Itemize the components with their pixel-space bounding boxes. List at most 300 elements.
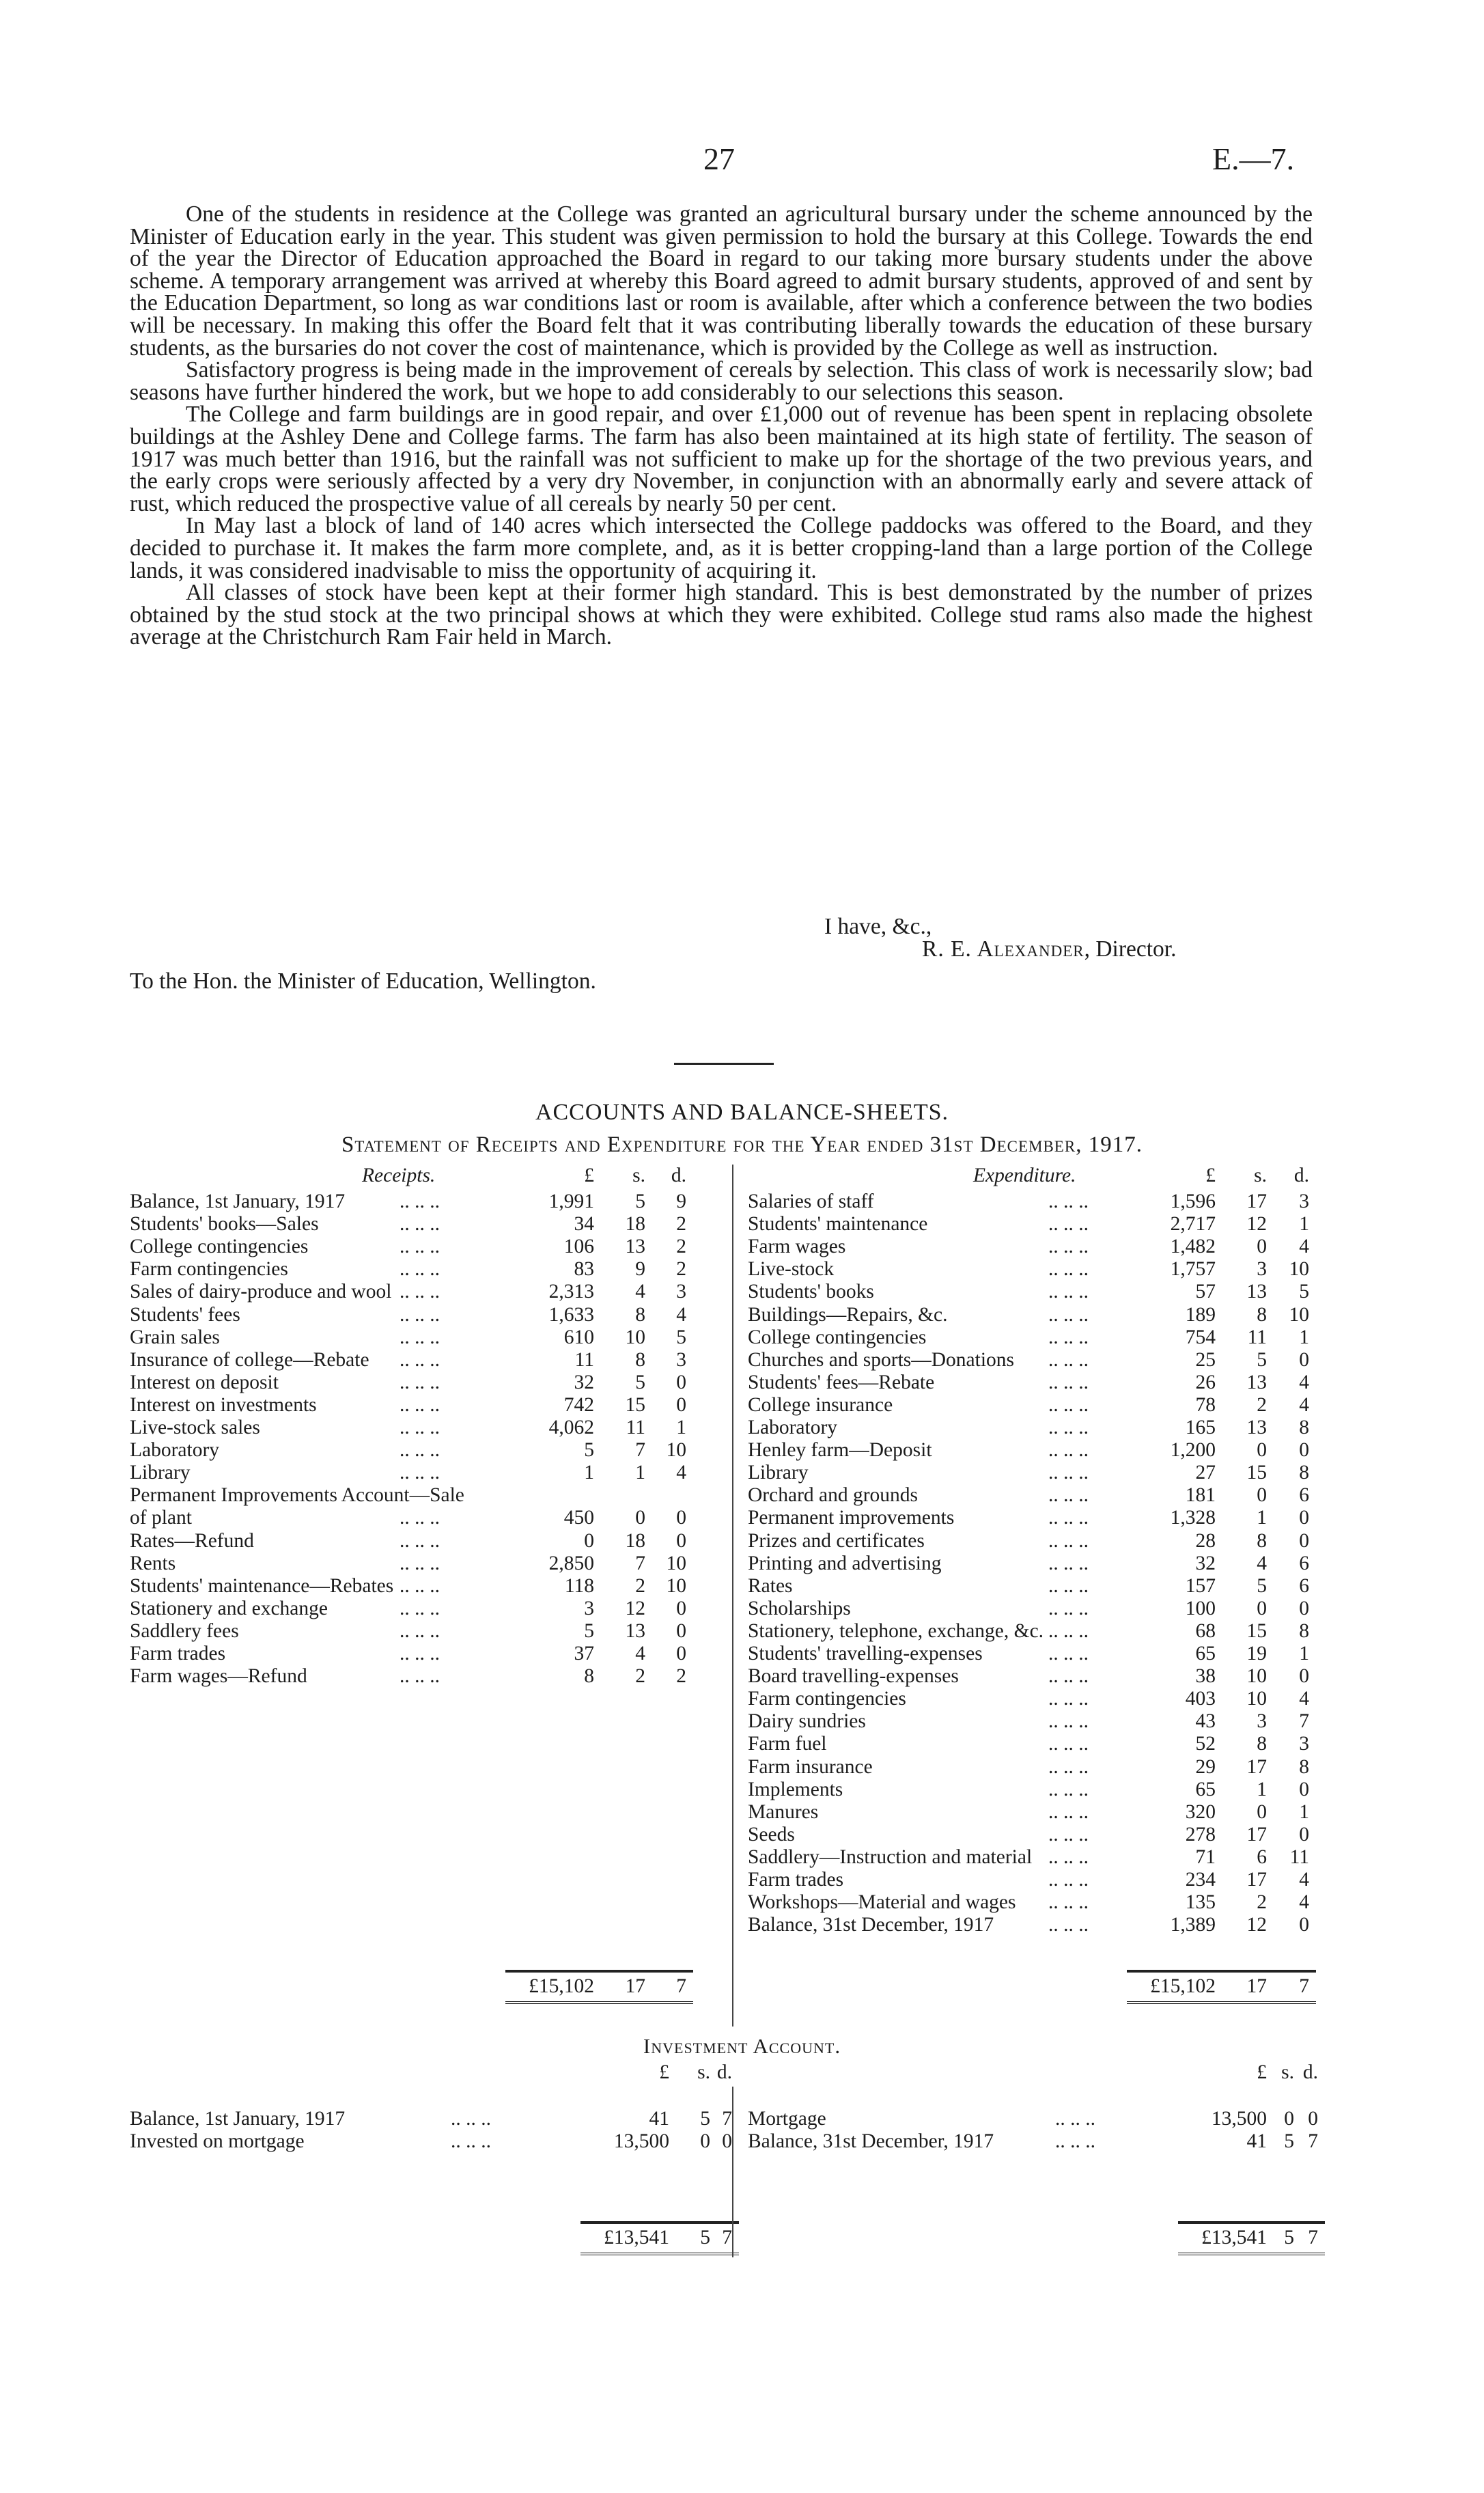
leader-dots: .. .. ..	[400, 1597, 440, 1619]
pounds-value: 278	[1185, 1823, 1216, 1846]
receipt-row	[130, 1371, 731, 1394]
expenditure-row-label: Farm insurance	[748, 1755, 873, 1778]
pence-value: 9	[676, 1190, 686, 1212]
leader-dots: .. .. ..	[400, 1552, 440, 1574]
pence-value: 6	[1299, 1552, 1309, 1574]
pounds-value: 2,313	[548, 1281, 594, 1303]
leader-dots: .. .. ..	[1048, 1800, 1089, 1823]
leader-dots: .. .. ..	[1048, 1619, 1089, 1642]
receipt-row-label: Farm wages—Refund	[130, 1665, 307, 1688]
pounds-value: 5	[584, 1439, 594, 1462]
receipt-row-label: College contingencies	[130, 1236, 309, 1258]
pence-value: 5	[676, 1326, 686, 1348]
expenditure-row-label: Henley farm—Deposit	[748, 1439, 932, 1462]
receipt-row	[130, 1507, 731, 1529]
investment-credit-row	[748, 2108, 1335, 2130]
pounds-header: £	[584, 1165, 594, 1186]
expenditure-row	[748, 1575, 1335, 1598]
pence-value: 10	[666, 1552, 686, 1574]
total-pence: 7	[1299, 1975, 1309, 1997]
receipt-row	[130, 1281, 731, 1303]
leader-dots: .. .. ..	[1048, 1484, 1089, 1507]
column-heading: Expenditure.	[973, 1165, 1076, 1186]
pounds-value: 8	[584, 1665, 594, 1688]
leader-dots: .. .. ..	[1048, 1393, 1089, 1416]
shillings-value: 5	[700, 2108, 710, 2130]
pence-value: 7	[722, 2108, 732, 2130]
accounts-heading: ACCOUNTS AND BALANCE-SHEETS.	[535, 1100, 949, 1125]
receipt-row-label: Sales of dairy-produce and wool	[130, 1281, 392, 1303]
expenditure-row-label: Students' maintenance	[748, 1213, 928, 1236]
pence-value: 0	[1299, 1348, 1309, 1371]
pence-value: 0	[676, 1529, 686, 1552]
pence-value: 0	[676, 1393, 686, 1416]
shillings-value: 3	[1257, 1258, 1267, 1281]
pounds-value: 43	[1195, 1710, 1216, 1733]
receipt-row	[130, 1530, 731, 1552]
pence-value: 4	[1299, 1371, 1309, 1393]
expenditure-row	[748, 1281, 1335, 1303]
expenditure-row	[748, 1801, 1335, 1824]
expenditure-row-label: Students' travelling-expenses	[748, 1643, 983, 1665]
expenditure-row	[748, 1439, 1335, 1462]
leader-dots: .. .. ..	[1048, 1529, 1089, 1552]
pence-value: 2	[676, 1236, 686, 1258]
shillings-value: 10	[1246, 1688, 1267, 1710]
expenditure-row	[748, 1665, 1335, 1688]
receipt-row-label: Rents	[130, 1552, 176, 1574]
shillings-value: 5	[635, 1190, 645, 1212]
expenditure-row-label: Orchard and grounds	[748, 1484, 919, 1507]
shillings-value: 12	[1246, 1213, 1267, 1236]
total-double-rule	[580, 2253, 739, 2255]
pounds-value: 1,596	[1170, 1190, 1216, 1212]
expenditure-row-label: College contingencies	[748, 1326, 927, 1348]
shillings-value: 5	[635, 1371, 645, 1393]
pounds-value: 32	[574, 1371, 594, 1393]
shillings-value: 3	[1257, 1710, 1267, 1733]
shillings-value: 0	[1284, 2108, 1294, 2130]
shillings-value: 15	[625, 1393, 645, 1416]
pounds-value: 4,062	[548, 1417, 594, 1438]
pounds-value: 32	[1195, 1552, 1216, 1574]
expenditure-row-label: Implements	[748, 1778, 843, 1800]
pence-value: 11	[1289, 1846, 1309, 1868]
pence-value: 0	[722, 2130, 732, 2153]
leader-dots: .. .. ..	[1048, 1303, 1089, 1326]
pence-value: 4	[1299, 1869, 1309, 1891]
column-divider	[732, 1165, 733, 2027]
expenditure-row	[748, 1710, 1335, 1733]
pounds-value: 0	[584, 1529, 594, 1552]
expenditure-row	[748, 1213, 1335, 1236]
expenditure-row	[748, 1371, 1335, 1394]
receipt-row	[130, 1552, 731, 1575]
leader-dots: .. .. ..	[1048, 1417, 1089, 1438]
expenditure-row	[748, 1779, 1335, 1801]
expenditure-row	[748, 1891, 1335, 1914]
report-body	[130, 201, 1313, 650]
expenditure-row	[748, 1304, 1335, 1326]
receipt-row	[130, 1190, 731, 1213]
shillings-value: 13	[625, 1236, 645, 1258]
pounds-value: 1,328	[1170, 1507, 1216, 1529]
pence-value: 8	[1299, 1619, 1309, 1642]
shillings-value: 1	[1257, 1778, 1267, 1800]
pounds-value: 25	[1195, 1348, 1216, 1371]
expenditure-row-label: Library	[748, 1462, 809, 1484]
leader-dots: .. .. ..	[1048, 1326, 1089, 1348]
expenditure-row	[748, 1236, 1335, 1258]
receipt-row	[130, 1258, 731, 1281]
pence-header: d.	[1293, 1165, 1309, 1186]
receipt-row-label: Library	[130, 1462, 191, 1484]
pounds-value: 181	[1185, 1484, 1216, 1507]
pence-value: 4	[1299, 1393, 1309, 1416]
leader-dots: .. .. ..	[1048, 1371, 1089, 1393]
shillings-value: 1	[1257, 1507, 1267, 1529]
pence-value: 0	[1299, 1778, 1309, 1800]
shillings-value: 0	[1257, 1484, 1267, 1507]
shillings-value: 10	[625, 1326, 645, 1348]
shillings-value: 2	[1257, 1891, 1267, 1914]
pounds-value: 13,500	[1211, 2108, 1267, 2130]
expenditure-row	[748, 1530, 1335, 1552]
pence-value: 0	[1299, 1914, 1309, 1936]
expenditure-row-label: Board travelling-expenses	[748, 1665, 959, 1688]
leader-dots: .. .. ..	[400, 1619, 440, 1642]
pounds-value: 57	[1195, 1281, 1216, 1303]
expenditure-row	[748, 1869, 1335, 1891]
expenditure-row-label: Saddlery—Instruction and material	[748, 1846, 1033, 1868]
expenditure-row	[748, 1507, 1335, 1529]
shillings-value: 8	[635, 1348, 645, 1371]
shillings-value: 18	[625, 1529, 645, 1552]
receipt-row	[130, 1439, 731, 1462]
leader-dots: .. .. ..	[1048, 1710, 1089, 1733]
section-divider	[674, 1063, 774, 1065]
expenditure-row	[748, 1484, 1335, 1507]
leader-dots: .. .. ..	[400, 1643, 440, 1665]
pence-value: 2	[676, 1258, 686, 1281]
leader-dots: .. .. ..	[400, 1393, 440, 1416]
expenditure-row-label: Rates	[748, 1574, 793, 1597]
total-rule	[1178, 2221, 1325, 2224]
pence-value: 8	[1299, 1417, 1309, 1438]
receipt-row-label: Stationery and exchange	[130, 1597, 328, 1619]
receipts-column	[130, 1165, 731, 2025]
expenditure-row-label: Buildings—Repairs, &c.	[748, 1303, 948, 1326]
statement-title: Statement of Receipts and Expenditure for the Year ended 31st December, 1917.	[341, 1132, 1143, 1157]
leader-dots: .. .. ..	[1048, 1823, 1089, 1846]
shillings-value: 8	[1257, 1733, 1267, 1755]
pence-value: 4	[676, 1303, 686, 1326]
pence-value: 6	[1299, 1484, 1309, 1507]
shillings-value: 2	[635, 1665, 645, 1688]
leader-dots: .. .. ..	[1048, 1688, 1089, 1710]
page-number: 27	[703, 141, 735, 176]
pounds-value: 65	[1195, 1643, 1216, 1665]
expenditure-row	[748, 1598, 1335, 1620]
leader-dots: .. .. ..	[1055, 2108, 1095, 2130]
leader-dots: .. .. ..	[1048, 1462, 1089, 1484]
pounds-value: 100	[1185, 1597, 1216, 1619]
receipt-row-label: Insurance of college—Rebate	[130, 1348, 369, 1371]
expenditure-row-label: Balance, 31st December, 1917	[748, 1914, 994, 1936]
investment-debit-row	[130, 2130, 731, 2153]
pounds-value: 1,633	[548, 1303, 594, 1326]
leader-dots: .. .. ..	[400, 1574, 440, 1597]
expenditure-row	[748, 1643, 1335, 1665]
shillings-value: 4	[1257, 1552, 1267, 1574]
shillings-value: 12	[1246, 1914, 1267, 1936]
expenditure-row	[748, 1326, 1335, 1349]
pence-value: 1	[676, 1417, 686, 1438]
total-double-rule	[1178, 2253, 1325, 2255]
shillings-header: s.	[632, 1165, 645, 1186]
expenditure-row-label: Manures	[748, 1800, 819, 1823]
pence-value: 0	[1299, 1823, 1309, 1846]
expenditure-row	[748, 1846, 1335, 1869]
signatory-title: , Director.	[1084, 936, 1177, 962]
pounds-value: 320	[1185, 1800, 1216, 1823]
shillings-value: 17	[1246, 1869, 1267, 1891]
pence-value: 1	[1299, 1213, 1309, 1236]
leader-dots: .. .. ..	[400, 1529, 440, 1552]
shillings-value: 12	[625, 1597, 645, 1619]
expenditure-row-label: Farm fuel	[748, 1733, 827, 1755]
pounds-value: 610	[563, 1326, 594, 1348]
receipt-row	[130, 1394, 731, 1417]
expenditure-row-label: Farm contingencies	[748, 1688, 906, 1710]
pence-value: 0	[1299, 1529, 1309, 1552]
receipt-row-label: Students' fees	[130, 1303, 240, 1326]
investment-credit-row	[748, 2130, 1335, 2153]
pence-value: 7	[1308, 2130, 1318, 2153]
expenditure-row	[748, 1914, 1335, 1936]
receipt-row	[130, 1575, 731, 1598]
pounds-value: 13,500	[613, 2130, 669, 2153]
pence-value: 10	[1289, 1258, 1309, 1281]
pounds-value: 450	[563, 1507, 594, 1529]
pounds-value: 5	[584, 1619, 594, 1642]
expenditure-row	[748, 1349, 1335, 1371]
shillings-value: 0	[635, 1507, 645, 1529]
pounds-value: 2,717	[1170, 1213, 1216, 1236]
pounds-value: 34	[574, 1213, 594, 1236]
leader-dots: .. .. ..	[400, 1417, 440, 1438]
investment-credit-row-label: Balance, 31st December, 1917	[748, 2130, 994, 2153]
shillings-value: 7	[635, 1439, 645, 1462]
shillings-value: 0	[700, 2130, 710, 2153]
shillings-value: 8	[635, 1303, 645, 1326]
pounds-value: 1,991	[548, 1190, 594, 1212]
pence-value: 4	[1299, 1891, 1309, 1914]
shillings-header: s.	[1254, 1165, 1267, 1186]
pounds-value: 157	[1185, 1574, 1216, 1597]
total-shillings: 17	[625, 1975, 645, 1997]
expenditure-row	[748, 1394, 1335, 1417]
pounds-value: 1,389	[1170, 1914, 1216, 1936]
signature-block	[130, 915, 1313, 992]
pence-value: 2	[676, 1665, 686, 1688]
shillings-value: 19	[1246, 1643, 1267, 1665]
pounds-header: £	[1205, 1165, 1216, 1186]
shillings-value: 15	[1246, 1462, 1267, 1484]
pounds-value: 1,200	[1170, 1439, 1216, 1462]
shillings-value: 18	[625, 1213, 645, 1236]
shillings-value: 0	[1257, 1800, 1267, 1823]
leader-dots: .. .. ..	[400, 1371, 440, 1393]
pence-value: 1	[1299, 1326, 1309, 1348]
shillings-value: 17	[1246, 1823, 1267, 1846]
leader-dots: .. .. ..	[400, 1665, 440, 1688]
receipt-row-label: Farm contingencies	[130, 1258, 288, 1281]
leader-dots: .. .. ..	[400, 1326, 440, 1348]
leader-dots: .. .. ..	[1048, 1643, 1089, 1665]
expenditure-row-label: Scholarships	[748, 1597, 851, 1619]
pence-value: 0	[1299, 1665, 1309, 1688]
shillings-value: 7	[635, 1552, 645, 1574]
pounds-value: 65	[1195, 1778, 1216, 1800]
expenditure-row-label: Students' fees—Rebate	[748, 1371, 935, 1393]
pence-value: 0	[1299, 1439, 1309, 1462]
leader-dots: .. .. ..	[400, 1462, 440, 1484]
addressee: To the Hon. the Minister of Education, Wellington.	[130, 969, 596, 994]
total-double-rule	[1127, 2001, 1316, 2004]
leader-dots: .. .. ..	[1048, 1574, 1089, 1597]
shillings-value: 11	[1247, 1326, 1267, 1348]
investment-debit-row	[130, 2108, 731, 2130]
pence-value: 10	[666, 1439, 686, 1462]
total-shillings: 5	[700, 2227, 710, 2248]
receipt-row-label: Grain sales	[130, 1326, 220, 1348]
leader-dots: .. .. ..	[400, 1507, 440, 1529]
total-shillings: 5	[1284, 2227, 1294, 2248]
shillings-value: 9	[635, 1258, 645, 1281]
pence-value: 2	[676, 1213, 686, 1236]
total-rule	[505, 1970, 693, 1973]
leader-dots: .. .. ..	[400, 1303, 440, 1326]
pence-value: 4	[1299, 1236, 1309, 1258]
shillings-value: 8	[1257, 1303, 1267, 1326]
leader-dots: .. .. ..	[1048, 1281, 1089, 1303]
expenditure-row	[748, 1733, 1335, 1755]
pounds-value: 1,757	[1170, 1258, 1216, 1281]
shillings-value: 6	[1257, 1846, 1267, 1868]
pence-value: 0	[1299, 1597, 1309, 1619]
document-reference: E.—7.	[1212, 141, 1295, 176]
expenditure-row-label: Salaries of staff	[748, 1190, 874, 1212]
shillings-value: 10	[1246, 1665, 1267, 1688]
receipt-row-label: Permanent Improvements Account—Sale	[130, 1484, 464, 1507]
leader-dots: .. .. ..	[400, 1213, 440, 1236]
investment-credit-column	[748, 2061, 1335, 2266]
expenditure-row-label: College insurance	[748, 1393, 893, 1416]
receipt-row-label: Laboratory	[130, 1439, 220, 1462]
shillings-value: 1	[635, 1462, 645, 1484]
investment-divider	[732, 2087, 733, 2257]
pounds-value: 1,482	[1170, 1236, 1216, 1258]
leader-dots: .. .. ..	[1048, 1507, 1089, 1529]
pence-value: 3	[676, 1281, 686, 1303]
receipt-row	[130, 1304, 731, 1326]
pounds-value: 68	[1195, 1619, 1216, 1642]
pounds-value: 754	[1185, 1326, 1216, 1348]
pence-value: 10	[666, 1574, 686, 1597]
expenditure-row	[748, 1190, 1335, 1213]
expenditure-row-label: Laboratory	[748, 1417, 838, 1438]
receipt-row	[130, 1665, 731, 1688]
expenditure-column	[748, 1165, 1335, 2025]
leader-dots: .. .. ..	[400, 1348, 440, 1371]
expenditure-row	[748, 1824, 1335, 1846]
pence-value: 3	[1299, 1733, 1309, 1755]
pence-value: 8	[1299, 1755, 1309, 1778]
shillings-header: s.	[697, 2061, 710, 2083]
pounds-value: 11	[574, 1348, 594, 1371]
receipt-row	[130, 1236, 731, 1258]
shillings-value: 15	[1246, 1619, 1267, 1642]
investment-heading: Investment Account.	[643, 2034, 841, 2058]
expenditure-row	[748, 1688, 1335, 1710]
total-pounds: £13,541	[604, 2227, 669, 2248]
pence-value: 0	[676, 1507, 686, 1529]
shillings-value: 0	[1257, 1439, 1267, 1462]
leader-dots: .. .. ..	[1048, 1914, 1089, 1936]
pounds-value: 403	[1185, 1688, 1216, 1710]
receipt-row	[130, 1326, 731, 1349]
leader-dots: .. .. ..	[1048, 1891, 1089, 1914]
paragraph-stock: All classes of stock have been kept at their former high standard. This is best demonstrated by the number of prizes obtained by the stud stock at the two principal shows at which they were exhibited. College stud rams also made the highest average at the Christchurch Ram Fair held in March.	[130, 580, 1313, 650]
shillings-value: 13	[1246, 1281, 1267, 1303]
receipt-row-label: Students' maintenance—Rebates	[130, 1574, 394, 1597]
pence-value: 0	[1308, 2108, 1318, 2130]
leader-dots: .. .. ..	[1048, 1552, 1089, 1574]
investment-debit-row-label: Invested on mortgage	[130, 2130, 305, 2153]
closing: I have, &c.,	[824, 914, 932, 939]
expenditure-row-label: Seeds	[748, 1823, 795, 1846]
total-pence: 7	[1308, 2227, 1318, 2248]
expenditure-row-label: Workshops—Material and wages	[748, 1891, 1016, 1914]
pounds-value: 28	[1195, 1529, 1216, 1552]
shillings-value: 13	[1246, 1417, 1267, 1438]
pounds-value: 1	[584, 1462, 594, 1484]
leader-dots: .. .. ..	[451, 2130, 491, 2153]
leader-dots: .. .. ..	[400, 1236, 440, 1258]
shillings-value: 8	[1257, 1529, 1267, 1552]
leader-dots: .. .. ..	[1048, 1755, 1089, 1778]
expenditure-row-label: Permanent improvements	[748, 1507, 955, 1529]
pounds-value: 106	[563, 1236, 594, 1258]
column-heading: Receipts.	[362, 1165, 436, 1186]
receipt-row-label: Interest on deposit	[130, 1371, 279, 1393]
shillings-value: 5	[1257, 1348, 1267, 1371]
pence-header: d.	[671, 1165, 686, 1186]
shillings-value: 17	[1246, 1755, 1267, 1778]
shillings-value: 0	[1257, 1597, 1267, 1619]
total-pence: 7	[722, 2227, 732, 2248]
pence-value: 3	[676, 1348, 686, 1371]
receipt-row-label: Rates—Refund	[130, 1529, 254, 1552]
pounds-value: 52	[1195, 1733, 1216, 1755]
leader-dots: .. .. ..	[400, 1190, 440, 1212]
receipt-row-label: Interest on investments	[130, 1393, 317, 1416]
investment-debit-row-label: Balance, 1st January, 1917	[130, 2108, 346, 2130]
receipt-row	[130, 1213, 731, 1236]
expenditure-row-label: Prizes and certificates	[748, 1529, 925, 1552]
pence-value: 8	[1299, 1462, 1309, 1484]
